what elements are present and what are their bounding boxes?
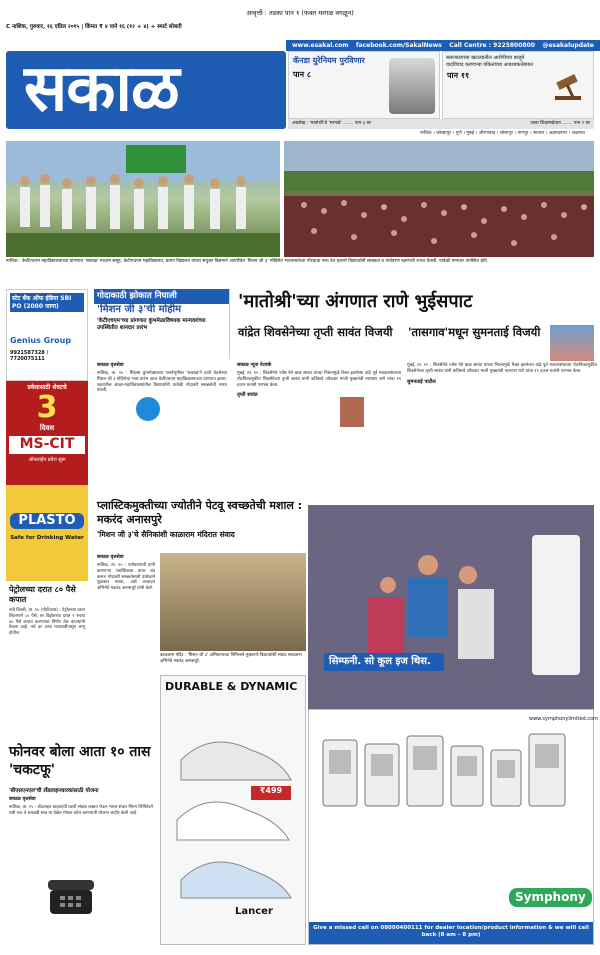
lancer-price: ₹499 — [251, 786, 291, 800]
plastic-body-col — [94, 553, 158, 671]
symphony-url[interactable]: www.symphonylimited.com — [529, 716, 598, 722]
godavari-byline: सकाळ वृत्तसेवा — [97, 363, 124, 368]
phone-headline: फोनवर बोला आता १० तास 'चकटफू' — [9, 744, 151, 778]
main-byline: सकाळ न्यूज नेटवर्क — [237, 363, 272, 368]
call-centre: Call Centre : 9225800800 — [449, 42, 535, 49]
candidate-photo — [340, 397, 364, 427]
web-bar — [286, 40, 600, 51]
plasto-sub: Safe for Drinking Water — [10, 535, 84, 542]
ear-left-page: पान ८ — [293, 70, 312, 80]
website-link[interactable]: www.esakal.com — [292, 42, 349, 49]
mscit-days: 3 — [36, 389, 58, 425]
godavari-deck: 'केटीएचएम'च्या प्रांगणात कुंभमेळाविषयक मान्यवरांच्या उपस्थितीत शानदार प्रारंभ — [97, 318, 206, 331]
top-note: आवृत्ती : तडका पान १ (फक्त मरगळ वगळून) — [246, 9, 354, 17]
sbi-ad-group: Genius Group — [10, 336, 72, 345]
edition-mark: C — [6, 24, 11, 30]
facebook-link[interactable]: facebook.com/SakalNews — [355, 42, 442, 49]
lancer-head: DURABLE & DYNAMIC — [165, 680, 298, 693]
inside-strip — [288, 119, 594, 129]
plastic-body: नाशिक, ता. १५ : पर्यावरणाची हानी करणाऱ्या प्लास्टिकचा वापर बंद करून गोदावरी स्वच्छतेसाठी प्रत्येकाने पुढाकार घ्यावा, असे आवाहन अभिनेते मकरंद अनासपुरे यांनी केले. — [97, 562, 155, 592]
plasto-brand: PLASTO — [10, 513, 84, 529]
mscit-sub: ऑनलाईन प्रवेश सुरू — [28, 456, 66, 463]
plasto-ad[interactable] — [6, 485, 88, 581]
symphony-tagline: सिम्फनी. सो कूल इज थिस. — [324, 653, 444, 671]
masthead — [6, 51, 286, 129]
main-headline: 'मातोश्री'च्या अंगणात राणे भुईसपाट — [238, 291, 473, 312]
petrol-body: नवी दिल्ली, ता. १५ (पीटीआय) : पेट्रोलच्या दरात लिटरमागे ८० पैसे, तर डिझेलच्या दरात १ रुपया ३० पैसे कपात करण्याचा निर्णय तेल कंपन्यांनी घेतला आहे. नवे दर आज मध्यरात्रीपासून लागू होतील. — [9, 608, 85, 637]
sbi-ad-phone: 9921587328 / 7720075111 — [10, 350, 49, 363]
plastic-headline-block — [94, 497, 334, 549]
telephone-icon — [46, 876, 96, 916]
mscit-head: प्रवेशासाठी शेवटचे — [27, 384, 67, 391]
mscit-ad[interactable] — [6, 381, 88, 485]
twitter-link[interactable]: @esakalupdate — [542, 42, 594, 49]
godavari-body: नाशिक, ता. १५ : सिंहस्थ कुंभमेळ्याच्या पार्श्वभूमीवर 'सकाळ'ने हाती घेतलेल्या मिशन जी ३ मोहिमेचा भव्य प्रारंभ आज केटीएचएम महाविद्यालयाच्या प्रांगणात झाला. शहरातील शाळा-महाविद्यालयांतील विद्यार्थ्यांनी यावेळी गोदावरी स्वच्छतेची शपथ घेतली. — [97, 370, 227, 394]
dateline — [6, 24, 241, 34]
symphony-brand: Symphony — [509, 888, 592, 907]
page-count: पाने १६ (१२ + ४) + स्मार्ट सोबती — [109, 24, 182, 30]
petrol-story — [6, 583, 88, 737]
strip-left[interactable]: अग्रलेख : 'मातोश्री'चे 'मरगळे' ....... पान ६ वर — [292, 121, 371, 126]
godavari-story — [94, 289, 230, 359]
plastic-headline: प्लास्टिकमुक्तीच्या ज्योतीने पेटवू स्वच्छतेची मशाल : मकरंद अनासपुरे — [97, 499, 303, 527]
date-price: नाशिक, गुरुवार, १६ एप्रिल २०१५ | किंमत ₹ ४ — [11, 24, 108, 30]
celebration-photo — [550, 325, 594, 361]
godavari-headline: 'मिशन जी ३'ची मोहीम — [97, 303, 182, 315]
ear-panel-right — [442, 51, 594, 119]
lead-photo-left — [6, 141, 280, 257]
gavel-icon — [551, 72, 591, 102]
person-photo — [389, 58, 435, 114]
main-sub-headline-2: 'तासगाव'मधून सुमनताई विजयी — [408, 325, 541, 339]
ear-left-headline: कॅनडा युरेनियम पुरविणार — [293, 56, 365, 65]
candidate-name-2: सुमनताई पाटील — [407, 378, 436, 385]
phone-byline: सकाळ वृत्तसेवा — [9, 796, 36, 802]
ear-panel-left — [288, 51, 440, 119]
birthday-photo-ad[interactable] — [308, 505, 594, 709]
strip-right[interactable]: जावा शिक्षणक्षेत्रात ....... पान २ वर — [530, 121, 590, 126]
phone-body: नाशिक, ता. १५ : लँडलाइन ग्राहकांची घटती संख्या लक्षात घेऊन भारत संचार निगम लिमिटेडने रात्री नऊ ते सकाळी सात या वेळेत मोफत कॉल करण्याची योजना जाहीर केली आहे. — [9, 804, 153, 816]
mscit-days-label: दिवस — [39, 423, 55, 432]
mission-logo — [136, 397, 160, 421]
symphony-ad[interactable] — [308, 709, 598, 945]
phone-body-col — [6, 786, 156, 946]
petrol-headline: पेट्रोलच्या दरात ८० पैसे कपात — [9, 585, 76, 604]
main-sub-headline-1: वांद्रेत शिवसेनेच्या तृप्ती सावंत विजयी — [238, 325, 393, 339]
lead-photo-caption: नाशिक : केटीएचएम महाविद्यालयाच्या प्रांगणात 'सकाळ' माध्यम समूह, केटीएचएम महाविद्यालय, प्रताप विद्यालय यांच्या संयुक्त विद्यमाने आयोजित 'मिशन जी ३' मोहिमेत भारतमातेच्या गौरवाचा नारा देत हजारो विद्यार्थ्यांनी स्वच्छता व पर्यावरण रक्षणाची शपथ घेतली. यावेळी मान्यवर उपस्थित होते. — [6, 259, 489, 264]
godavari-kicker: गोदाकाठी झोकात निघाली — [94, 289, 229, 304]
shoe-icon — [171, 720, 297, 900]
ear-right-page: पान ११ — [447, 71, 470, 80]
temple-caption: काळाराम मंदिर : 'मिशन जी ३' अभियानाच्या निमित्ताने मुक्तपणे विद्यार्थ्यांशी संवाद साधताना अभिनेते मकरंद अनासपुरे. — [160, 653, 302, 664]
cooler-lineup — [319, 730, 585, 810]
sbi-ad-title: स्टेट बँक ऑफ इंडिया SBI PO (2000 जागा) — [10, 293, 84, 312]
mscit-brand: MS-CIT — [9, 436, 85, 454]
masthead-title: सकाळ — [24, 51, 179, 126]
tasgaon-body: मुंबई, ता. १५ : शिवसेनेचे ज्येष्ठ नेते बाळ सावंत यांच्या निधनामुळे रिक्त झालेल्या वांद्रे पूर्व मतदारसंघाच्या पोटनिवडणुकीत शिवसेनेच्या तृप्ती सावंत यांनी काँग्रेसचे उमेदवार माजी मुख्यमंत्री नारायण राणे यांचा १९ हजार मतांनी पराभव केला. — [407, 363, 597, 374]
lancer-ad[interactable] — [160, 675, 306, 945]
main-story-col1 — [234, 361, 404, 493]
lancer-brand: Lancer — [235, 906, 273, 917]
temple-photo — [160, 553, 306, 651]
ear-right-text: बलात्काराच्या खटल्यातील आरोपीच्या बाजूने वादविवाद करणाऱ्या वकिलांच्या आवश्यकतेबाबत — [446, 55, 534, 68]
lead-photo-right — [284, 141, 594, 257]
plastic-deck: 'मिशन जी ३'चे सैनिकांशी काळाराम मंदिरात संवाद — [97, 529, 235, 539]
sbi-ad[interactable] — [6, 289, 88, 381]
symphony-cta: Give a missed call on 08000400111 for dealer location/product information & we will call back (8 am – 8 pm) — [309, 922, 593, 944]
godavari-body-col — [94, 361, 230, 493]
phone-deck: 'बीएसएनएल'ची लँडलाइनधारकांसाठी योजना — [9, 788, 99, 794]
plastic-byline: सकाळ वृत्तसेवा — [97, 555, 124, 560]
main-story-col2 — [404, 361, 600, 493]
main-body: मुंबई, ता. १५ : शिवसेनेचे ज्येष्ठ नेते बाळ सावंत यांच्या निधनामुळे रिक्त झालेल्या वांद्रे पूर्व मतदारसंघाच्या पोटनिवडणुकीत शिवसेनेच्या तृप्ती सावंत यांनी काँग्रेसचे उमेदवार माजी मुख्यमंत्री नारायण राणे यांचा १९ हजार मतांनी पराभव केला. — [237, 370, 401, 388]
candidate-name-1: तृप्ती सावंत — [237, 392, 258, 399]
editions-list: नाशिक । कोल्हापूर । पुणे । मुंबई । औरंगाबाद । सोलापूर । नागपूर । सातारा । अहमदनगर । जळगाव — [420, 131, 585, 136]
